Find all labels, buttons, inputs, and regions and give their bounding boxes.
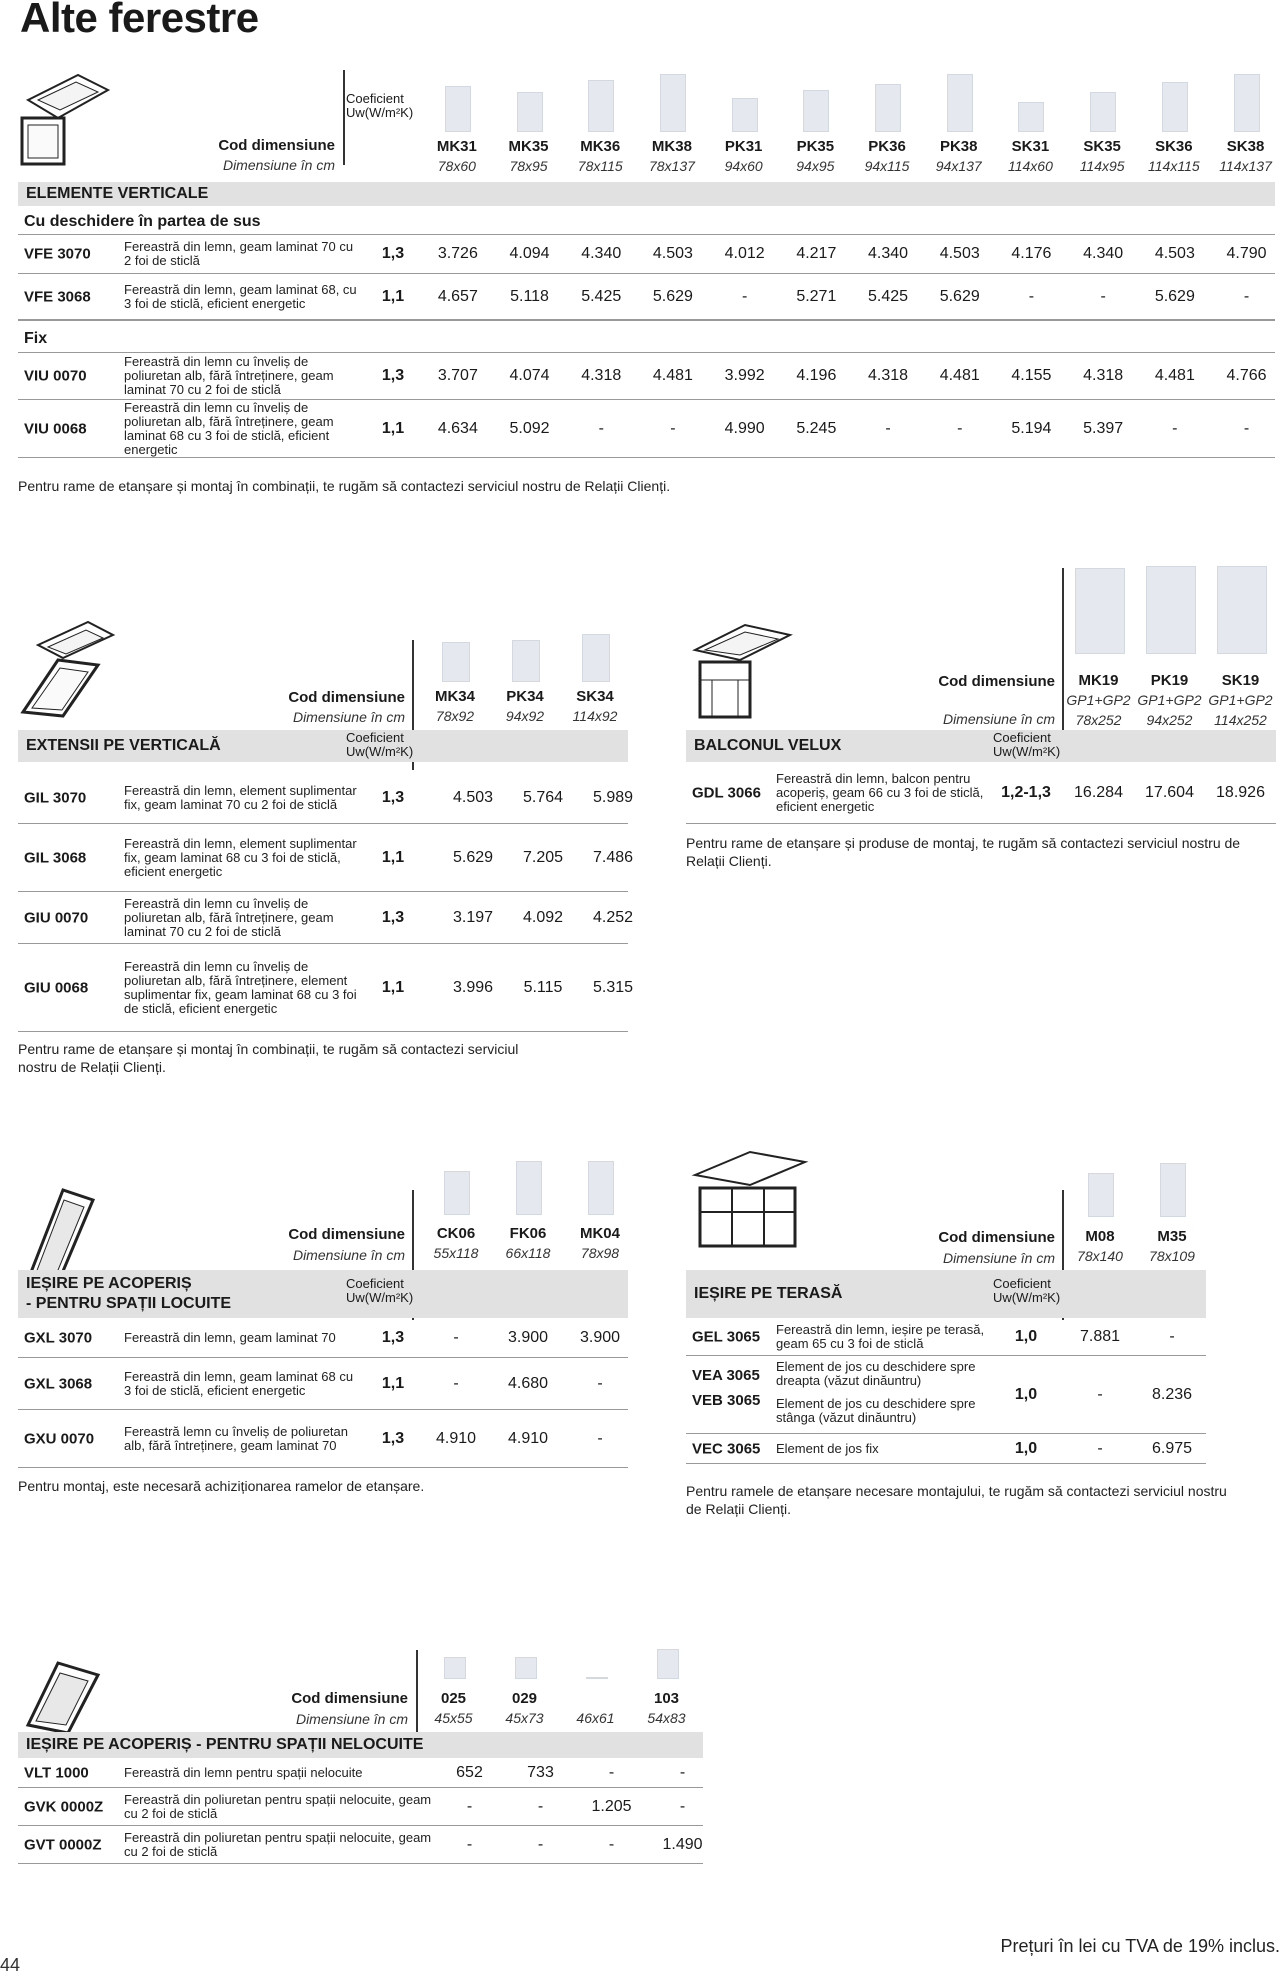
size-dimension: 55x118 — [433, 1245, 479, 1261]
price-cell: 5.425 — [581, 287, 622, 305]
price-cell: - — [466, 1797, 473, 1815]
section-header-terasa: IEȘIRE PE TERASĂ — [686, 1270, 1206, 1318]
window-size-thumbnail — [732, 98, 758, 132]
table-row — [18, 352, 1275, 400]
uw-coefficient: 1,0 — [1014, 1385, 1038, 1403]
window-size-thumbnail — [1088, 1173, 1114, 1217]
section-header-balcon: BALCONUL VELUX — [686, 730, 1276, 762]
coef-header: Coeficient Uw(W/m²K) — [346, 1276, 414, 1305]
vat-note: Prețuri în lei cu TVA de 19% inclus. — [1000, 1936, 1280, 1956]
table-row — [18, 274, 1275, 320]
product-description: Fereastră lemn cu înveliș de poliuretan alb, fără întreținere, geam laminat 70 — [124, 1423, 349, 1453]
price-cell: - — [679, 1763, 686, 1781]
price-cell: - — [453, 1374, 459, 1392]
product-code: VIU 0070 — [24, 367, 87, 384]
size-code: M35 — [1157, 1228, 1187, 1245]
product-code: GIU 0068 — [24, 979, 89, 996]
uw-coefficient: 1,1 — [381, 419, 405, 437]
table-row — [18, 234, 1275, 274]
price-cell: 3.197 — [452, 908, 494, 926]
product-description: Fereastră din lemn cu înveliș de poliuretan alb, fără întreținere, geam laminat 70 cu 2 foi de sticlă — [124, 353, 334, 397]
product-description: Fereastră din lemn, balcon pentru acoperiș, geam 66 cu 3 foi de sticlă, eficient energetic — [776, 770, 984, 814]
size-dimension: 114x137 — [1219, 158, 1272, 174]
window-size-thumbnail — [1018, 102, 1044, 132]
table-row — [686, 1356, 1206, 1434]
price-cell: 1.205 — [591, 1797, 632, 1815]
size-dimension: 78x252 — [1075, 712, 1122, 728]
price-cell: 4.318 — [868, 366, 909, 384]
uw-coefficient: 1,3 — [381, 1328, 405, 1346]
price-cell: - — [1169, 1327, 1175, 1345]
product-description: Fereastră din lemn, element suplimentar fix, geam laminat 70 cu 2 foi de sticlă — [124, 782, 357, 812]
table-row — [18, 1358, 628, 1410]
price-cell: - — [597, 1374, 603, 1392]
size-code: PK31 — [724, 138, 763, 155]
section-line1: IEȘIRE PE ACOPERIȘ — [26, 1275, 192, 1292]
window-size-thumbnail — [588, 1161, 614, 1215]
size-code: 029 — [511, 1690, 538, 1707]
price-cell: 4.074 — [509, 366, 550, 384]
product-code: VFE 3068 — [24, 288, 91, 305]
size-dimension: 78x109 — [1149, 1248, 1195, 1264]
product-code: GIU 0070 — [24, 909, 89, 926]
dimensiune-label: Dimensiune în cm — [942, 711, 1055, 727]
size-code: SK31 — [1011, 138, 1050, 155]
size-code: PK34 — [506, 688, 544, 705]
price-cell: 3.726 — [437, 244, 478, 262]
vertical-extension-illustration — [18, 620, 118, 718]
price-cell: 4.503 — [1154, 244, 1195, 262]
price-cell: 652 — [456, 1763, 483, 1781]
price-cell: 4.318 — [581, 366, 622, 384]
subsection-top-opening: Cu deschidere în partea de sus — [24, 213, 261, 230]
section-header-iesire-nelocuite: IEȘIRE PE ACOPERIȘ - PENTRU SPAȚII NELOCUITE — [18, 1732, 703, 1758]
price-cell: 4.252 — [592, 908, 634, 926]
price-cell: 4.196 — [796, 366, 837, 384]
size-dimension: 78x95 — [509, 158, 548, 174]
t1-note: Pentru rame de etanșare și montaj în combinații, te rugăm să contactezi serviciul nostru de Relații Clienți. — [18, 478, 671, 494]
page-title: Alte ferestre — [20, 0, 259, 41]
cod-dimensiune-label: Cod dimensiune — [938, 1229, 1055, 1246]
window-size-thumbnail — [588, 80, 614, 132]
uw-coefficient: 1,1 — [381, 848, 405, 866]
price-cell: 5.629 — [452, 848, 494, 866]
size-code: MK35 — [508, 138, 549, 155]
price-cell: 4.657 — [437, 287, 478, 305]
price-cell: - — [608, 1763, 615, 1781]
window-size-thumbnail — [444, 1657, 466, 1679]
product-code: GIL 3068 — [24, 849, 87, 866]
price-cell: - — [1028, 287, 1035, 305]
roof-hatch-illustration — [18, 1655, 113, 1735]
uw-coefficient: 1,1 — [381, 1374, 405, 1392]
price-cell: 4.094 — [509, 244, 550, 262]
size-code: PK19 — [1150, 672, 1189, 689]
price-cell: - — [466, 1835, 473, 1853]
price-cell: 16.284 — [1074, 783, 1123, 801]
price-cell: 4.990 — [724, 419, 765, 437]
window-size-thumbnail — [1162, 82, 1188, 132]
uw-coefficient: 1,2-1,3 — [1001, 783, 1051, 801]
table-row — [18, 1788, 703, 1826]
size-dimension: 78x137 — [648, 158, 695, 174]
price-cell: 4.340 — [1083, 244, 1124, 262]
size-code: SK19 — [1221, 672, 1260, 689]
price-cell: - — [1100, 287, 1106, 305]
price-cell: 3.992 — [724, 366, 765, 384]
size-variant: GP1+GP2 — [1066, 692, 1131, 708]
price-cell: 7.881 — [1079, 1327, 1121, 1345]
uw-coefficient: 1,3 — [381, 788, 405, 806]
price-cell: 4.012 — [724, 244, 765, 262]
price-cell: 5.315 — [592, 978, 634, 996]
price-cell: 4.910 — [435, 1429, 477, 1447]
product-code: GVT 0000Z — [24, 1836, 102, 1853]
table-row — [18, 824, 634, 892]
size-code: PK38 — [939, 138, 978, 155]
window-size-thumbnail — [1146, 566, 1196, 654]
product-code: GXL 3070 — [24, 1329, 93, 1346]
price-cell: 3.707 — [437, 366, 478, 384]
size-dimension: 78x140 — [1077, 1248, 1123, 1264]
size-code: MK38 — [651, 138, 692, 155]
section-header-extensii: EXTENSII PE VERTICALĂ — [18, 730, 628, 762]
product-code: GEL 3065 — [692, 1328, 761, 1345]
column-divider — [343, 70, 345, 165]
dimensiune-label: Dimensiune în cm — [292, 1247, 405, 1263]
size-dimension: 94x95 — [796, 158, 835, 174]
section-header-iesire-locuite — [18, 1270, 628, 1318]
size-code: M08 — [1085, 1228, 1115, 1245]
dimensiune-label: Dimensiune în cm — [222, 157, 335, 173]
section-line2: - PENTRU SPAȚII LOCUITE — [26, 1295, 232, 1312]
uw-coefficient: 1,3 — [381, 366, 405, 384]
price-cell: 4.766 — [1226, 366, 1267, 384]
product-code: VEA 3065 — [692, 1366, 760, 1384]
product-code: GDL 3066 — [692, 784, 761, 801]
price-cell: 5.629 — [1154, 287, 1195, 305]
price-cell: 3.900 — [579, 1328, 621, 1346]
uw-coefficient: 1,3 — [381, 244, 405, 262]
coef-header: Coeficient Uw(W/m²K) — [346, 91, 414, 120]
table-row — [18, 944, 634, 1032]
price-cell: 4.680 — [507, 1374, 549, 1392]
uw-coefficient: 1,0 — [1014, 1439, 1038, 1457]
t2-note: Pentru rame de etanșare și montaj în combinații, te rugăm să contactezi serviciul nostru de Relații Clienți. — [18, 1041, 519, 1075]
size-dimension: 114x95 — [1079, 158, 1125, 174]
size-dimension: 94x252 — [1146, 712, 1193, 728]
table-row — [686, 762, 1276, 824]
terrace-exit-illustration — [690, 1150, 810, 1250]
product-description: Fereastră din lemn pentru spații nelocuite — [124, 1764, 363, 1780]
price-cell: 4.481 — [652, 366, 693, 384]
window-size-thumbnail — [657, 1649, 679, 1679]
size-code: MK34 — [434, 688, 475, 705]
price-cell: 4.155 — [1011, 366, 1052, 384]
table-row — [18, 1410, 628, 1468]
size-dimension: 78x92 — [435, 708, 475, 724]
product-code: VLT 1000 — [24, 1764, 89, 1781]
product-description: Fereastră din lemn cu înveliș de poliuretan alb, fără întreținere, geam laminat 68 cu 3 foi de sticlă, eficient energetic — [124, 399, 334, 457]
t4-note: Pentru montaj, este necesară achiziționarea ramelor de etanșare. — [18, 1478, 425, 1494]
dimensiune-label: Dimensiune în cm — [292, 709, 405, 725]
price-cell: 4.481 — [1154, 366, 1195, 384]
price-cell: 3.900 — [507, 1328, 549, 1346]
size-dimension: 78x115 — [577, 158, 623, 174]
product-description: Fereastră din lemn, element suplimentar fix, geam laminat 68 cu 3 foi de sticlă, eficient energetic — [124, 835, 357, 879]
window-size-thumbnail — [442, 642, 470, 682]
product-description: Element de jos fix — [776, 1440, 879, 1456]
dimensiune-label: Dimensiune în cm — [942, 1250, 1055, 1266]
size-dimension: 46x61 — [576, 1710, 615, 1726]
size-dimension: 78x98 — [580, 1245, 620, 1261]
price-cell: 5.118 — [510, 287, 549, 305]
price-cell: - — [453, 1328, 459, 1346]
price-cell: 3.996 — [452, 978, 494, 996]
price-cell: 4.318 — [1083, 366, 1124, 384]
roof-window-illustration — [18, 70, 113, 168]
size-variant: GP1+GP2 — [1137, 692, 1202, 708]
size-code: 103 — [653, 1690, 680, 1707]
table-row — [18, 1826, 703, 1864]
product-description: Fereastră din lemn, geam laminat 70 cu 2 foi de sticlă — [124, 238, 354, 268]
size-dimension: 66x118 — [505, 1245, 551, 1261]
product-description: Fereastră din lemn, geam laminat 70 — [124, 1329, 336, 1345]
price-cell: 5.245 — [796, 419, 837, 437]
size-dimension: 94x137 — [935, 158, 982, 174]
size-dimension: 45x55 — [434, 1710, 473, 1726]
price-cell: 5.271 — [796, 287, 837, 305]
price-cell: 4.503 — [939, 244, 980, 262]
size-code: MK36 — [580, 138, 621, 155]
table-row — [18, 1758, 703, 1788]
size-code: MK19 — [1078, 672, 1119, 689]
price-cell: - — [1243, 419, 1250, 437]
price-cell: 4.092 — [522, 908, 564, 926]
size-dimension: 94x115 — [864, 158, 910, 174]
product-code: GXL 3068 — [24, 1375, 93, 1392]
price-cell: 1.490 — [662, 1835, 703, 1853]
window-size-thumbnail — [875, 84, 901, 132]
t5-note: Pentru ramele de etanșare necesare montajului, te rugăm să contactezi serviciul nostru de Relații Clienți. — [686, 1483, 1227, 1517]
size-dimension: 114x115 — [1148, 158, 1200, 174]
window-size-thumbnail — [1160, 1163, 1186, 1217]
size-dimension: 94x92 — [505, 708, 545, 724]
uw-coefficient: 1,3 — [381, 1429, 405, 1447]
balcony-illustration — [690, 620, 795, 720]
size-code: SK34 — [576, 688, 614, 705]
price-cell: 4.340 — [581, 244, 622, 262]
product-description: Element de jos cu deschidere spre stânga (văzut dinăuntru) — [776, 1396, 976, 1425]
uw-coefficient: 1,1 — [381, 287, 405, 305]
price-cell: - — [679, 1797, 686, 1815]
price-cell: 5.425 — [868, 287, 909, 305]
price-cell: - — [537, 1835, 544, 1853]
table-row — [686, 1318, 1206, 1356]
coef-header: Coeficient Uw(W/m²K) — [993, 1276, 1061, 1305]
size-code: SK36 — [1155, 138, 1193, 155]
price-cell: 4.790 — [1226, 244, 1267, 262]
coef-header: Coeficient Uw(W/m²K) — [993, 730, 1061, 759]
table-row — [686, 1434, 1206, 1464]
window-size-thumbnail — [1234, 74, 1260, 132]
price-cell: 4.481 — [939, 366, 980, 384]
price-cell: 5.194 — [1011, 419, 1052, 437]
price-cell: - — [885, 419, 891, 437]
product-description: Fereastră din poliuretan pentru spații nelocuite, geam cu 2 foi de sticlă — [124, 1791, 432, 1821]
price-cell: - — [670, 419, 676, 437]
price-cell: 5.989 — [592, 788, 634, 806]
section-header-elemente-verticale: ELEMENTE VERTICALE — [18, 182, 1275, 206]
roof-exit-illustration — [18, 1185, 113, 1283]
product-code: VFE 3070 — [24, 245, 91, 262]
subsection-fix: Fix — [24, 330, 48, 347]
size-variant: GP1+GP2 — [1208, 692, 1273, 708]
price-cell: - — [1243, 287, 1250, 305]
size-dimension: 54x83 — [647, 1710, 686, 1726]
price-cell: 4.503 — [452, 788, 494, 806]
price-cell: 7.486 — [592, 848, 634, 866]
cod-dimensiune-label: Cod dimensiune — [288, 689, 405, 706]
price-cell: 4.176 — [1011, 244, 1052, 262]
window-size-thumbnail — [1217, 566, 1267, 654]
window-size-thumbnail — [803, 90, 829, 132]
table-row — [18, 400, 1275, 458]
product-code: VEC 3065 — [692, 1440, 761, 1457]
size-code: SK38 — [1226, 138, 1265, 155]
price-cell: 5.092 — [509, 419, 550, 437]
window-size-thumbnail — [445, 86, 471, 132]
coef-header: Coeficient Uw(W/m²K) — [346, 730, 414, 759]
window-size-thumbnail — [660, 74, 686, 132]
uw-coefficient: 1,1 — [381, 978, 405, 996]
price-cell: - — [1172, 419, 1178, 437]
size-code: MK31 — [436, 138, 477, 155]
size-code: SK35 — [1083, 138, 1121, 155]
table-row — [18, 1318, 628, 1358]
cod-dimensiune-label: Cod dimensiune — [291, 1690, 408, 1707]
size-code: PK36 — [868, 138, 906, 155]
price-cell: 4.340 — [868, 244, 909, 262]
window-size-thumbnail — [947, 74, 973, 132]
price-cell: 4.634 — [437, 419, 478, 437]
cod-dimensiune-label: Cod dimensiune — [218, 137, 335, 154]
price-cell: 5.629 — [939, 287, 980, 305]
window-size-thumbnail — [516, 1161, 542, 1215]
price-cell: 4.217 — [796, 244, 837, 262]
size-dimension: 114x92 — [572, 708, 618, 724]
price-cell: 733 — [527, 1763, 554, 1781]
price-cell: 5.115 — [523, 978, 563, 996]
window-size-thumbnail — [586, 1677, 608, 1679]
price-cell: 4.910 — [507, 1429, 549, 1447]
window-size-thumbnail — [517, 92, 543, 132]
size-dimension: 114x60 — [1007, 158, 1053, 174]
uw-coefficient: 1,3 — [381, 908, 405, 926]
price-cell: - — [598, 419, 604, 437]
product-description: Fereastră din lemn cu înveliș de poliuretan alb, fără întreținere, element suplimentar fix, geam laminat 68 cu 3 foi de sticlă, eficient energetic — [124, 958, 357, 1016]
product-description: Fereastră din poliuretan pentru spații nelocuite, geam cu 2 foi de sticlă — [124, 1829, 432, 1859]
cod-dimensiune-label: Cod dimensiune — [288, 1226, 405, 1243]
size-code: FK06 — [509, 1225, 547, 1242]
dimensiune-label: Dimensiune în cm — [295, 1711, 408, 1727]
product-description: Fereastră din lemn, ieșire pe terasă, geam 65 cu 3 foi de sticlă — [776, 1321, 985, 1351]
uw-coefficient: 1,0 — [1014, 1327, 1038, 1345]
price-cell: - — [537, 1797, 544, 1815]
price-cell: - — [1097, 1439, 1103, 1457]
price-cell: 4.503 — [652, 244, 693, 262]
cod-dimensiune-label: Cod dimensiune — [938, 673, 1055, 690]
product-code: GIL 3070 — [24, 789, 87, 806]
product-description: Fereastră din lemn cu înveliș de poliuretan alb, fără întreținere, geam laminat 70 cu 2 foi de sticlă — [124, 895, 334, 939]
price-cell: 18.926 — [1216, 783, 1265, 801]
size-code: 025 — [440, 1690, 467, 1707]
price-cell: 7.205 — [522, 848, 564, 866]
product-description: Fereastră din lemn, geam laminat 68, cu 3 foi de sticlă, eficient energetic — [124, 281, 357, 311]
price-cell: - — [597, 1429, 603, 1447]
window-size-thumbnail — [582, 634, 610, 682]
size-code: MK04 — [579, 1225, 620, 1242]
product-code: VIU 0068 — [24, 420, 87, 437]
price-cell: - — [957, 419, 963, 437]
price-cell: 5.629 — [652, 287, 693, 305]
product-code: GVK 0000Z — [24, 1798, 104, 1815]
size-dimension: 94x60 — [724, 158, 763, 174]
product-description: Element de jos cu deschidere spre dreapta (văzut dinăuntru) — [776, 1359, 976, 1388]
size-dimension: 114x252 — [1214, 712, 1267, 728]
product-code: VEB 3065 — [692, 1392, 761, 1410]
price-cell: 17.604 — [1145, 783, 1194, 801]
price-cell: - — [608, 1835, 615, 1853]
window-size-thumbnail — [1090, 92, 1116, 132]
window-size-thumbnail — [515, 1657, 537, 1679]
table-row — [18, 772, 634, 824]
product-code: GXU 0070 — [24, 1430, 95, 1447]
divider — [18, 320, 1275, 321]
table-row — [18, 892, 634, 944]
window-size-thumbnail — [1075, 568, 1125, 654]
price-cell: - — [1097, 1385, 1103, 1403]
price-cell: 6.975 — [1151, 1439, 1193, 1457]
size-code: CK06 — [436, 1225, 476, 1242]
size-code: PK35 — [796, 138, 835, 155]
page-number: 44 — [0, 1955, 21, 1975]
size-dimension: 78x60 — [437, 158, 476, 174]
window-size-thumbnail — [512, 640, 540, 682]
window-size-thumbnail — [444, 1171, 470, 1215]
price-cell: 5.397 — [1083, 419, 1124, 437]
price-cell: - — [741, 287, 748, 305]
price-cell: 8.236 — [1151, 1385, 1193, 1403]
t3-note: Pentru rame de etanșare și produse de montaj, te rugăm să contactezi serviciul nostru de Relații Clienți. — [686, 835, 1241, 869]
product-description: Fereastră din lemn, geam laminat 68 cu 3 foi de sticlă, eficient energetic — [124, 1368, 354, 1398]
price-cell: 5.764 — [522, 788, 564, 806]
size-dimension: 45x73 — [505, 1710, 544, 1726]
